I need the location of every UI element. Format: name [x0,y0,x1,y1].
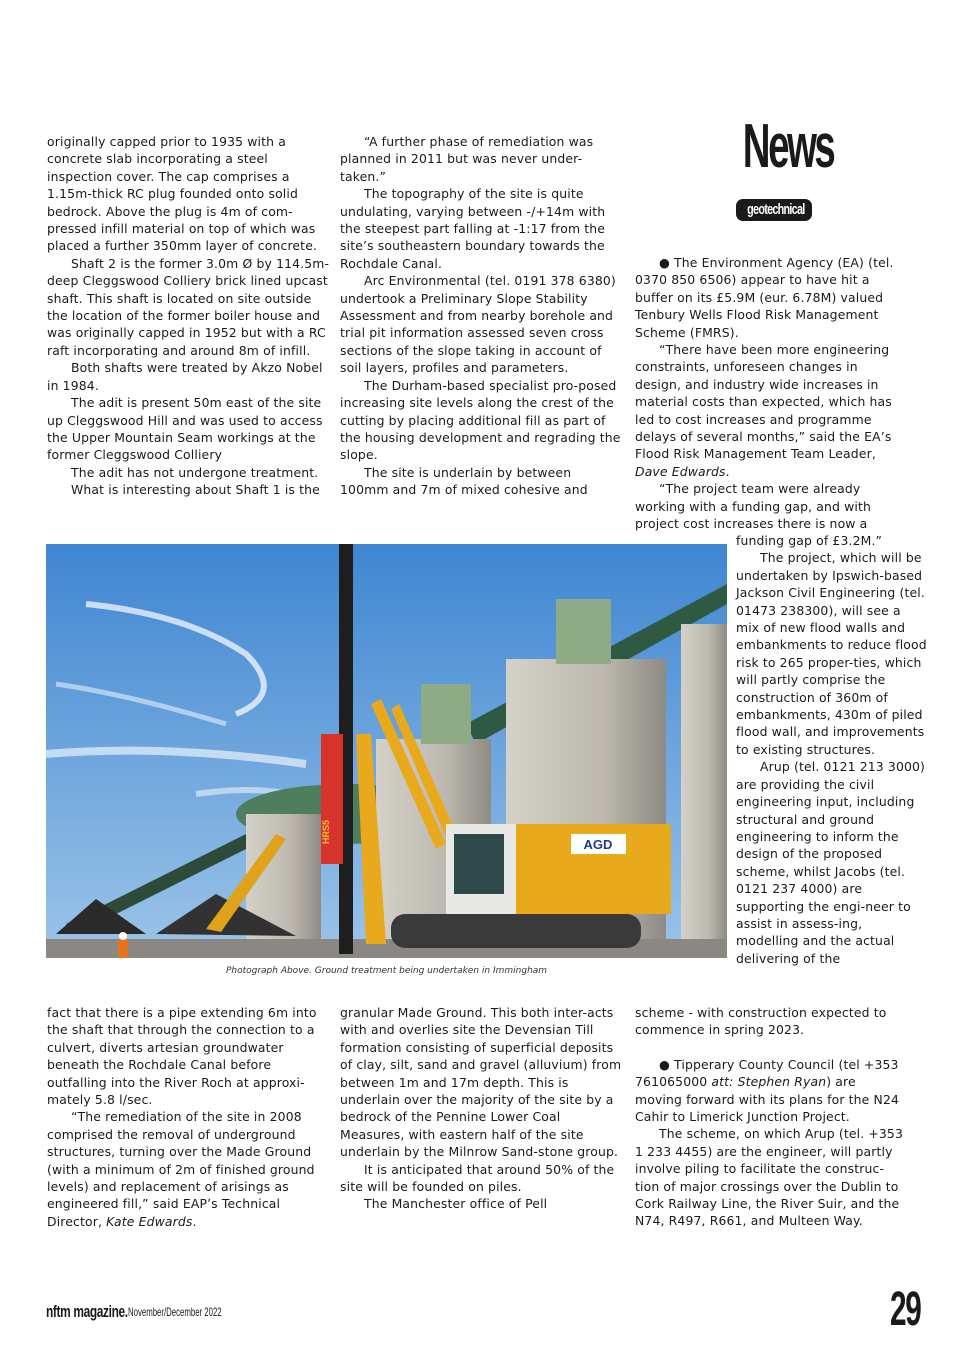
paragraph: originally capped prior to 1935 with a concrete slab incorporating a steel inspection cover. The cap comprises a 1.15m-thick RC plug founded onto solid bedrock. Above the plug is 4m of com-pressed infill material on top of which was placed a further 350mm layer of concrete. [47,134,318,254]
news-column-top [635,254,900,533]
paragraph: What is interesting about Shaft 1 is the [71,482,320,498]
attention-contact: att: Stephen Ryan [711,1074,827,1090]
paragraph: The Manchester office of Pell [364,1196,548,1212]
paragraph: fact that there is a pipe extending 6m into the shaft that through the connection to a culvert, diverts artesian groundwater beneath the Rochdale Canal before outfalling into the River Roch at approxi-mately 5.8 l/sec. [47,1005,317,1108]
paragraph: Shaft 2 is the former 3.0m Ø by 114.5m-deep Cleggswood Colliery brick lined upcast shaft. This shaft is located on site outside the location of the former boiler house and was originally capped in 1952 but with a RC raft incorporating and around 8m of infill. [47,255,330,358]
paragraph: The topography of the site is quite undulating, varying between -/+14m with the steepest part falling at -1:17 from the site’s southeastern boundary towards the Rochdale Canal. [340,186,606,271]
worker-helmet [119,932,127,940]
paragraph: The scheme, on which Arup (tel. +353 1 233 4455) are the engineer, will partly involve piling to facilitate the construc-tion of major crossings over the Dublin to Cork Railway Line, the River Suir, and the N74, R497, R661, and Multeen Way. [635,1126,903,1229]
news-column-wrap [736,532,928,967]
section-title: News [742,112,834,181]
issue-date: November/December 2022 [128,1305,222,1319]
paragraph: The adit has not undergone treatment. [71,464,319,480]
section-badge-label: geotechnical [747,201,805,218]
magazine-name: nftm magazine. [46,1302,128,1321]
page-number: 29 [890,1283,921,1336]
news-column-bottom [635,1004,905,1230]
article-column-1-bottom [47,1004,330,1230]
paragraph: The site is underlain by between 100mm and 7m of mixed cohesive and [340,464,588,498]
news-item-tipperary-intro [635,1056,905,1126]
worker [118,939,128,958]
punctuation: . [192,1213,197,1229]
quoted-person: Dave Edwards [635,463,726,479]
paragraph: Arc Environmental (tel. 0191 378 6380) undertook a Preliminary Slope Stability Assessment and from nearby borehole and trial pit information assessed seven cross sections of the slope taking in account of soil layers, profiles and parameters. [340,273,616,376]
quote-text: “The remediation of the site in 2008 comprised the removal of underground structures, turning over the Made Ground (with a minimum of 2m of finished ground levels) and replacement of arisings as engineered fill,” said EAP’s Technical Director, [47,1109,315,1229]
paragraph: granular Made Ground. This both inter-acts with and overlies site the Devensian Till formation consisting of superficial deposits of clay, silt, sand and gravel (alluvium) from between 1m and 17m depth. This is underlain over the majority of the site by a bedrock of the Pennine Lower Coal Measures, with eastern half of the site underlain by the Milnrow Sand-stone group. [340,1005,622,1160]
paragraph: The project, which will be undertaken by Ipswich-based Jackson Civil Engineering (tel. 01473 238300), will see a mix of new flood walls and embankments to reduce flood risk to 265 proper-ties, which will partly comprise the construction of 360m of embankments, 430m of piled flood wall, and improvements to existing structures. [736,550,927,757]
quoted-person: Kate Edwards [106,1213,193,1229]
paragraph-quote [47,1108,330,1230]
article-column-2-bottom [340,1004,622,1213]
cab-brand: AGD [583,837,613,852]
silo-head [556,599,611,664]
item-spacer [635,1039,905,1056]
rig-label: HRS5 [321,819,331,844]
paragraph-continued: funding gap of £3.2M.” [736,533,883,548]
article-column-1-top [47,133,330,499]
paragraph: It is anticipated that around 50% of the site will be founded on piles. [340,1161,615,1195]
photo-piling-rig [46,544,727,958]
cab-window [454,834,504,894]
paragraph: Arup (tel. 0121 213 3000) are providing the civil engineering input, including structural and ground engineering to inform the design of the proposed scheme, whilst Jacobs (tel. 0121 237 4000) are supporting the engi-neer to assist in assess-ing, modelling and the actual delivering of the [736,759,926,966]
silo-head [421,684,471,744]
news-item-ea-intro: ● The Environment Agency (EA) (tel. 0370 850 6506) appear to have hit a buffer on its £5.9M (eur. 6.78M) valued Tenbury Wells Flood Risk Management Scheme (FMRS). [635,255,894,340]
photo-caption: Photograph Above. Ground treatment being undertaken in Immingham [225,966,548,976]
punctuation: . [725,463,730,479]
photo-illustration [46,544,727,958]
quote-text: “There have been more engineering constraints, unforeseen changes in design, and industry wide increases in material costs than expected, which has led to cost increases and programme delays of several months,” said the EA’s Flood Risk Management Team Leader, [635,342,892,462]
paragraph: “A further phase of remediation was planned in 2011 but was never under-taken.” [340,134,594,184]
crawler-tracks [391,914,641,948]
paragraph-continued: scheme - with construction expected to commence in spring 2023. [635,1005,887,1038]
news-item-ea-quote-2: “The project team were already working with a funding gap, and with project cost increases there is now a [635,481,872,532]
text: ● Tipperary County Council (tel +353 761065000 [635,1056,899,1090]
article-column-2-top [340,133,622,499]
paragraph: Both shafts were treated by Akzo Nobel in 1984. [47,360,323,393]
section-badge [736,199,812,221]
paragraph: The Durham-based specialist pro-posed increasing site levels along the crest of the cutting by placing additional fill as part of the housing development and regrading the slope. [340,377,621,463]
news-item-ea-quote [635,341,900,480]
text: ) are moving forward with its plans for the N24 Cahir to Limerick Junction Project. [635,1074,900,1125]
silo [681,624,727,949]
paragraph: The adit is present 50m east of the site up Cleggswood Hill and was used to access the Upper Mountain Seam workings at the former Cleggswood Colliery [47,395,323,463]
